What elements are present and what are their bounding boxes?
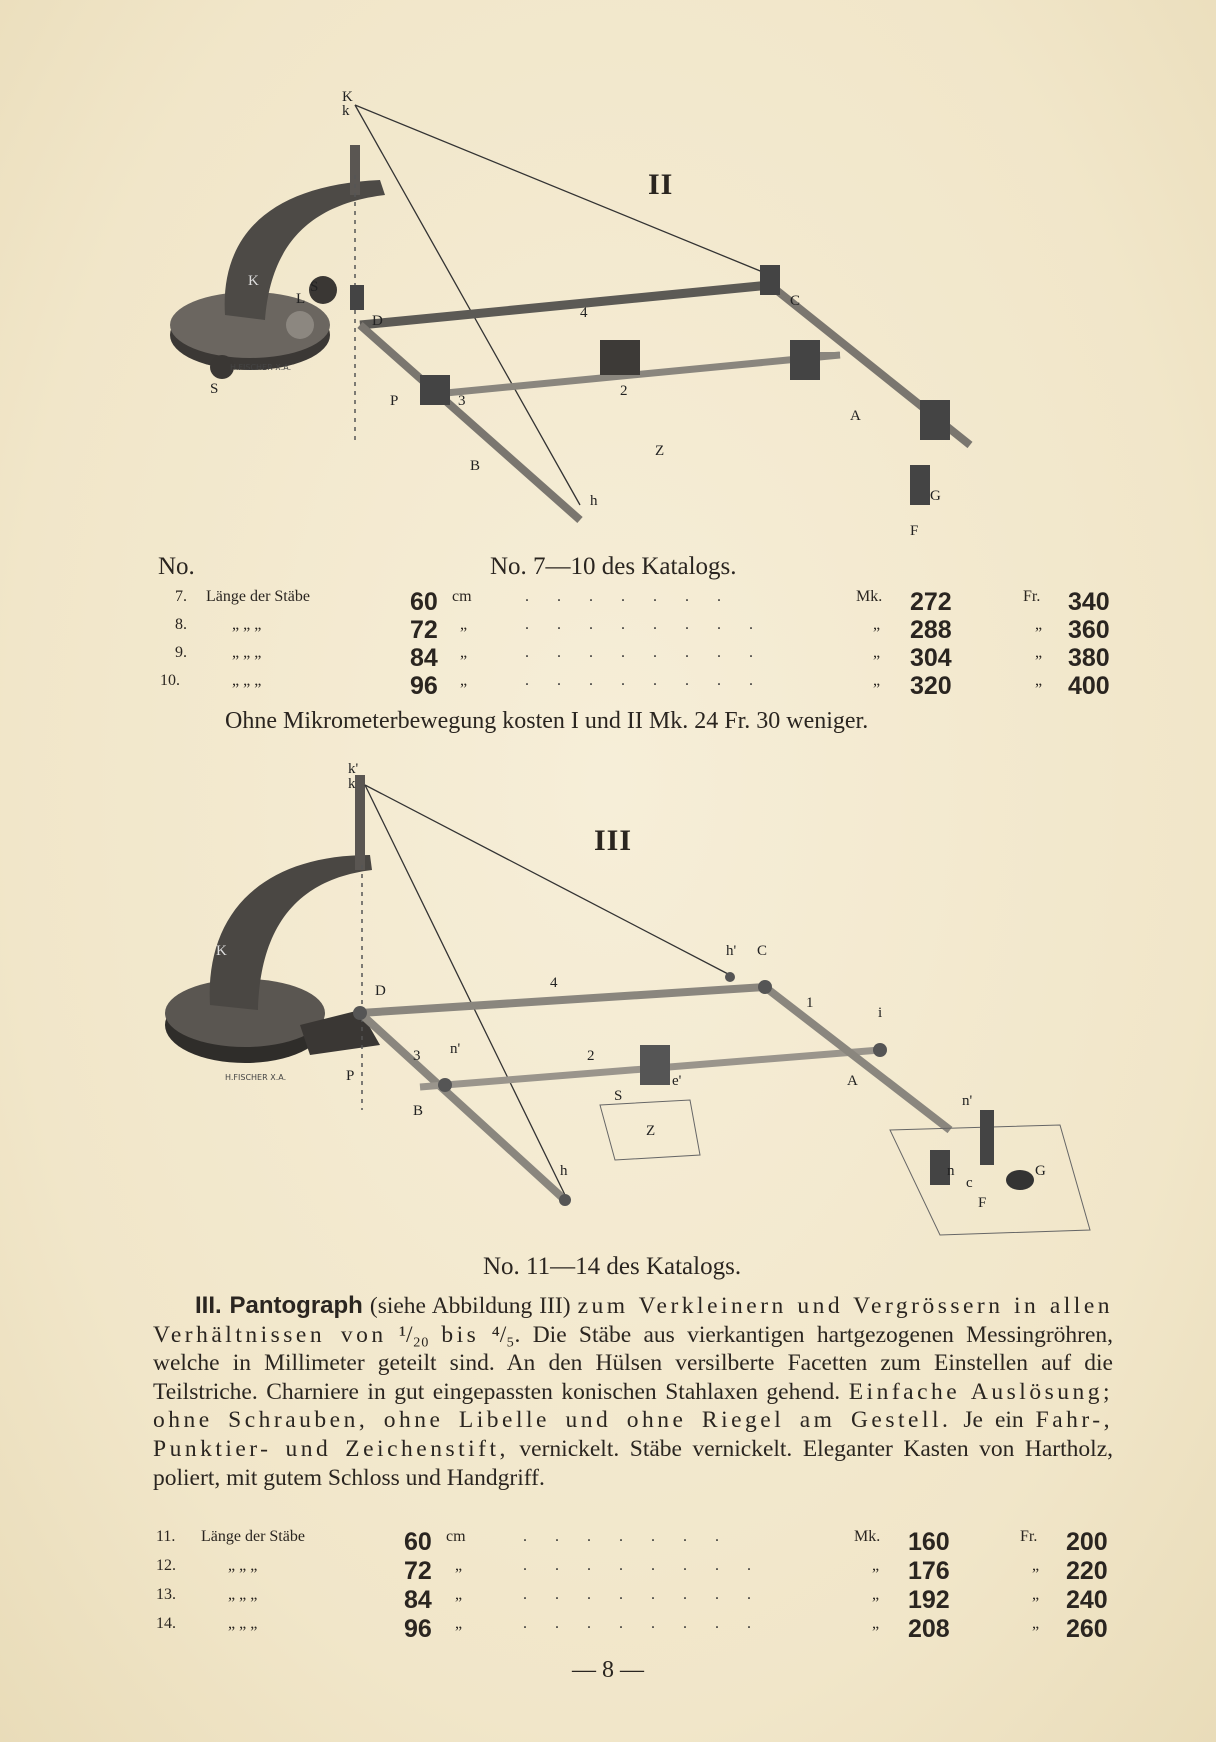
row-currency-fr: „	[1032, 1615, 1040, 1632]
row-length: 96	[410, 672, 438, 700]
fig3-letter: F	[978, 1195, 987, 1211]
fig3-letter: k	[348, 776, 356, 792]
price-row: 9. „ „ „ 84 „ ........ „ 304 „ 380	[175, 644, 1110, 672]
figure-iii-caption: No. 11—14 des Katalogs.	[483, 1253, 742, 1280]
row-currency-fr: Fr.	[1023, 588, 1041, 605]
figure-ii-label: II	[648, 168, 674, 201]
fig2-letter: D	[372, 313, 383, 329]
fig3-letter: n'	[962, 1093, 973, 1109]
table-no-header: No.	[158, 553, 195, 580]
row-price-fr: 240	[1066, 1586, 1108, 1614]
row-length: 72	[410, 616, 438, 644]
fig2-letter: G	[930, 488, 941, 504]
fig2-letter: k	[342, 103, 350, 119]
row-number: 9.	[175, 644, 187, 661]
row-length: 60	[404, 1528, 432, 1556]
fig3-letter: D	[375, 983, 386, 999]
fig3-letter: h	[560, 1163, 568, 1179]
row-unit: „	[460, 644, 468, 661]
row-currency-fr: „	[1032, 1586, 1040, 1603]
fig2-letter: A	[850, 408, 861, 424]
fig3-letter: P	[346, 1068, 355, 1084]
row-currency-fr: „	[1035, 616, 1043, 633]
price-row: 8. „ „ „ 72 „ ........ „ 288 „ 360	[175, 616, 1110, 644]
price-row: 7. Länge der Stäbe 60 cm ....... Mk. 272 Fr. 340	[175, 588, 1110, 616]
micrometer-note: Ohne Mikrometerbewegung kosten I und II Mk. 24 Fr. 30 weniger.	[225, 708, 869, 734]
row-price-mk: 272	[910, 588, 952, 616]
row-price-fr: 220	[1066, 1557, 1108, 1585]
row-label: Länge der Stäbe	[201, 1528, 305, 1545]
row-length: 84	[404, 1586, 432, 1614]
figure-ii-caption: No. 7—10 des Katalogs.	[490, 553, 737, 580]
row-label: „ „ „	[232, 672, 262, 689]
figure-ii-illustration	[150, 85, 1090, 555]
fig2-letter: K	[342, 89, 353, 105]
row-label: „ „ „	[228, 1615, 258, 1632]
fig2-letter: C	[790, 293, 801, 309]
row-currency-mk: „	[872, 1586, 880, 1603]
fig2-letter: K	[248, 273, 259, 289]
fig2-letter: h	[590, 493, 598, 509]
price-row: 14. „ „ „ 96 „ ........ „ 208 „ 260	[156, 1615, 1108, 1643]
figure-iii-maker-mark: H.FISCHER X.A.	[225, 1073, 287, 1082]
row-price-fr: 400	[1068, 672, 1110, 700]
row-currency-mk: „	[873, 644, 881, 661]
fig3-letter: C	[757, 943, 768, 959]
price-row: 12. „ „ „ 72 „ ........ „ 176 „ 220	[156, 1557, 1108, 1585]
fig3-letter: B	[413, 1103, 424, 1119]
row-price-mk: 288	[910, 616, 952, 644]
row-length: 96	[404, 1615, 432, 1643]
row-price-fr: 200	[1066, 1528, 1108, 1556]
fig3-letter: h'	[726, 943, 737, 959]
row-unit: „	[460, 672, 468, 689]
fig3-letter: i	[878, 1005, 883, 1021]
fig2-letter: L	[296, 291, 306, 307]
fig3-letter: 1	[806, 995, 814, 1011]
row-unit: cm	[446, 1528, 466, 1545]
fig3-letter: 2	[587, 1048, 595, 1064]
row-price-fr: 380	[1068, 644, 1110, 672]
fig2-letter: P	[390, 393, 399, 409]
row-currency-mk: „	[872, 1557, 880, 1574]
fig2-letter: B	[470, 458, 481, 474]
row-number: 10.	[160, 672, 180, 689]
row-unit: cm	[452, 588, 472, 605]
row-currency-mk: „	[873, 616, 881, 633]
row-number: 11.	[156, 1528, 176, 1545]
row-label: „ „ „	[228, 1586, 258, 1603]
row-unit: „	[455, 1557, 463, 1574]
row-price-mk: 176	[908, 1557, 950, 1585]
fig3-letter: k'	[348, 761, 359, 777]
row-label: „ „ „	[232, 616, 262, 633]
row-price-mk: 160	[908, 1528, 950, 1556]
row-price-mk: 320	[910, 672, 952, 700]
row-price-fr: 360	[1068, 616, 1110, 644]
fig3-letter: K	[216, 943, 227, 959]
price-row: 11. Länge der Stäbe 60 cm ....... Mk. 160 Fr. 200	[156, 1528, 1108, 1556]
row-currency-fr: „	[1035, 644, 1043, 661]
fig3-letter: c	[966, 1175, 973, 1191]
row-length: 60	[410, 588, 438, 616]
row-unit: „	[455, 1615, 463, 1632]
fig2-letter: F	[910, 523, 919, 539]
fig3-letter: Z	[646, 1123, 656, 1139]
figure-iii-label: III	[594, 824, 633, 857]
row-price-mk: 192	[908, 1586, 950, 1614]
row-length: 84	[410, 644, 438, 672]
row-number: 7.	[175, 588, 187, 605]
row-number: 12.	[156, 1557, 176, 1574]
fig3-letter: A	[847, 1073, 858, 1089]
page-number: — 8 —	[572, 1657, 644, 1683]
row-currency-fr: Fr.	[1020, 1528, 1038, 1545]
row-number: 14.	[156, 1615, 176, 1632]
row-price-fr: 340	[1068, 588, 1110, 616]
fig3-letter: n'	[450, 1041, 461, 1057]
row-currency-fr: „	[1035, 672, 1043, 689]
row-label: „ „ „	[232, 644, 262, 661]
fig2-letter: Z	[655, 443, 665, 459]
row-length: 72	[404, 1557, 432, 1585]
fig3-letter: S	[614, 1088, 623, 1104]
row-currency-mk: „	[872, 1615, 880, 1632]
fig2-letter: S	[310, 279, 319, 295]
row-currency-fr: „	[1032, 1557, 1040, 1574]
price-row: 10. „ „ „ 96 „ ........ „ 320 „ 400	[160, 672, 1110, 700]
pantograph-description: III. Pantograph (siehe Abbildung III) zum Verkleinern und Vergrössern in allen Verhältnissen von ¹/₂₀ bis ⁴/₅. Die Stäbe aus vierkantigen hartgezogenen Messingröhren, welche in Millimeter geteilt sind. An den Hülsen versilberte Facetten zum Einstellen auf die Teilstriche. Charniere in gut eingepassten konischen Stahlaxen gehend. Einfache Auslösung; ohne Schrauben, ohne Libelle und ohne Riegel am Gestell. Je ein Fahr-, Punktier- und Zeichenstift, vernickelt. Stäbe vernickelt. Eleganter Kasten von Hartholz, poliert, mit gutem Schloss und Handgriff.	[153, 1292, 1114, 1491]
fig3-letter: 4	[550, 975, 558, 991]
row-price-fr: 260	[1066, 1615, 1108, 1643]
fig2-letter: 4	[580, 305, 588, 321]
row-number: 13.	[156, 1586, 176, 1603]
fig3-letter: e'	[672, 1073, 682, 1089]
fig2-letter: S	[210, 381, 219, 397]
product-title: III. Pantograph	[195, 1292, 363, 1319]
row-unit: „	[460, 616, 468, 633]
row-currency-mk: Mk.	[856, 588, 883, 605]
row-currency-mk: Mk.	[854, 1528, 881, 1545]
row-currency-mk: „	[873, 672, 881, 689]
row-label: Länge der Stäbe	[206, 588, 310, 605]
price-row: 13. „ „ „ 84 „ ........ „ 192 „ 240	[156, 1586, 1108, 1614]
fig3-letter: n	[947, 1163, 955, 1179]
fig3-letter: G	[1035, 1163, 1046, 1179]
fig2-letter: 3	[458, 393, 466, 409]
row-number: 8.	[175, 616, 187, 633]
row-label: „ „ „	[228, 1557, 258, 1574]
row-price-mk: 304	[910, 644, 952, 672]
row-unit: „	[455, 1586, 463, 1603]
fig2-letter: 2	[620, 383, 628, 399]
row-price-mk: 208	[908, 1615, 950, 1643]
fig3-letter: 3	[413, 1048, 421, 1064]
figure-ii-maker-mark: H.FISCHER X.A.	[230, 363, 292, 372]
